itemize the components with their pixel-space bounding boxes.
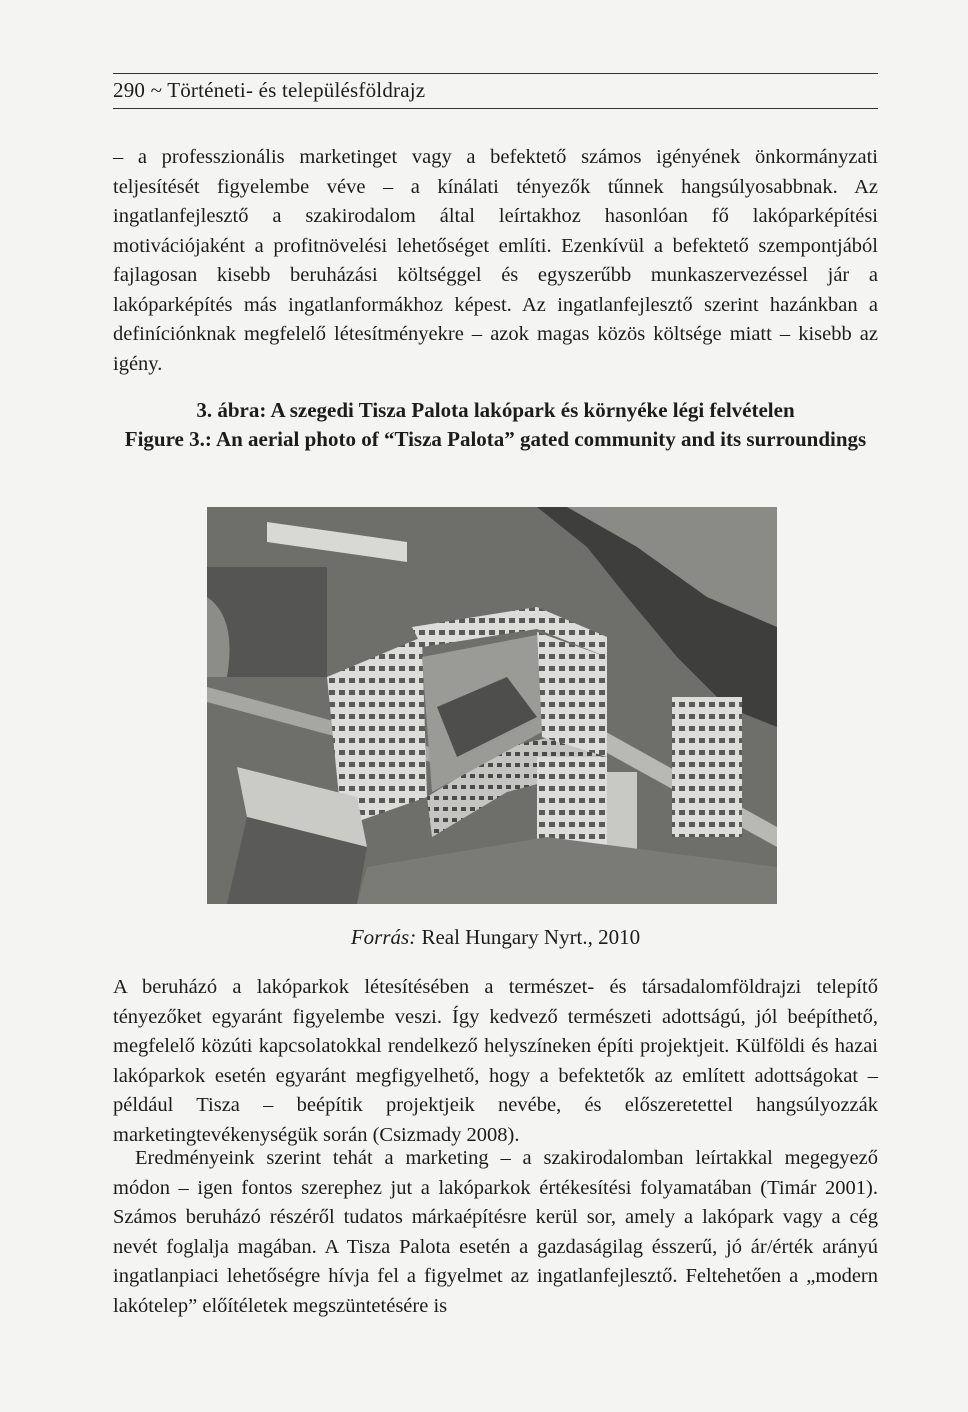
figure-source: [113, 925, 878, 950]
aerial-photo-illustration: [207, 507, 777, 904]
figure-caption-hu: 3. ábra: A szegedi Tisza Palota lakópark és környéke légi felvételen: [196, 398, 795, 422]
figure-caption-en: Figure 3.: An aerial photo of “Tisza Palota” gated community and its surroundings: [124, 427, 867, 451]
paragraph-2: A beruházó a lakóparkok létesítésében a természet- és társadalomföldrajzi telepítő tényezőket egyaránt figyelembe veszi. Így kedvező természeti adottságú, jól beépíthető, megfelelő közúti kapcsolatokkal rendelkező helyszíneken építi projektjeit. Külföldi és hazai lakóparkok esetén egyaránt megfigyelhető, hogy a befektetők az említett adottságokat – például Tisza – beépítik projektjeik nevébe, és előszeretettel hangsúlyozzák marketingtevékenységük során (Csizmady 2008).: [113, 976, 878, 1146]
figure-caption: [113, 396, 878, 454]
source-text: Real Hungary Nyrt., 2010: [416, 925, 641, 949]
running-title: Történeti- és településföldrajz: [167, 78, 426, 102]
aerial-photo: [207, 507, 777, 904]
source-label: Forrás:: [350, 925, 417, 949]
paragraph-3: Eredményeink szerint tehát a marketing – a szakirodalomban leírtakkal megegyező módon – igen fontos szerephez jut a lakóparkok értékesítési folyamatában (Timár 2001). Számos beruházó részéről tudatos márkaépítésre kerül sor, amely a lakópark vagy a cég nevét foglalja magában. A Tisza Palota esetén a gazdaságilag ésszerű, jó ár/érték arányú ingatlanpiaci lehetőségre hívja fel a figyelmet az ingatlanfejlesztő. Feltehetően a „modern lakótelep” előítéletek megszüntetésére is: [113, 1147, 878, 1317]
page-number: 290: [113, 78, 146, 102]
running-header: [113, 78, 878, 103]
header-separator: ~: [150, 78, 163, 102]
paragraph-1: – a professzionális marketinget vagy a befektető számos igényének önkormányzati teljesítését figyelembe véve – a kínálati tényezők tűnnek hangsúlyosabbnak. Az ingatlanfejlesztő a szakirodalom által leírtakhoz hasonlóan fő lakóparképítési motivációjaként a profitnövelési lehetőséget említi. Ezenkívül a befektető szempontjából fajlagosan kisebb beruházási költséggel és egyszerűbb munkaszervezéssel jár a lakóparképítés más ingatlanformákhoz képest. Az ingatlanfejlesztő szerint hazánkban a definíciónknak megfelelő létesítményekre – azok magas közös költsége miatt – kisebb az igény.: [113, 146, 878, 375]
header-bottom-rule: [113, 108, 878, 109]
header-top-rule: [113, 73, 878, 74]
